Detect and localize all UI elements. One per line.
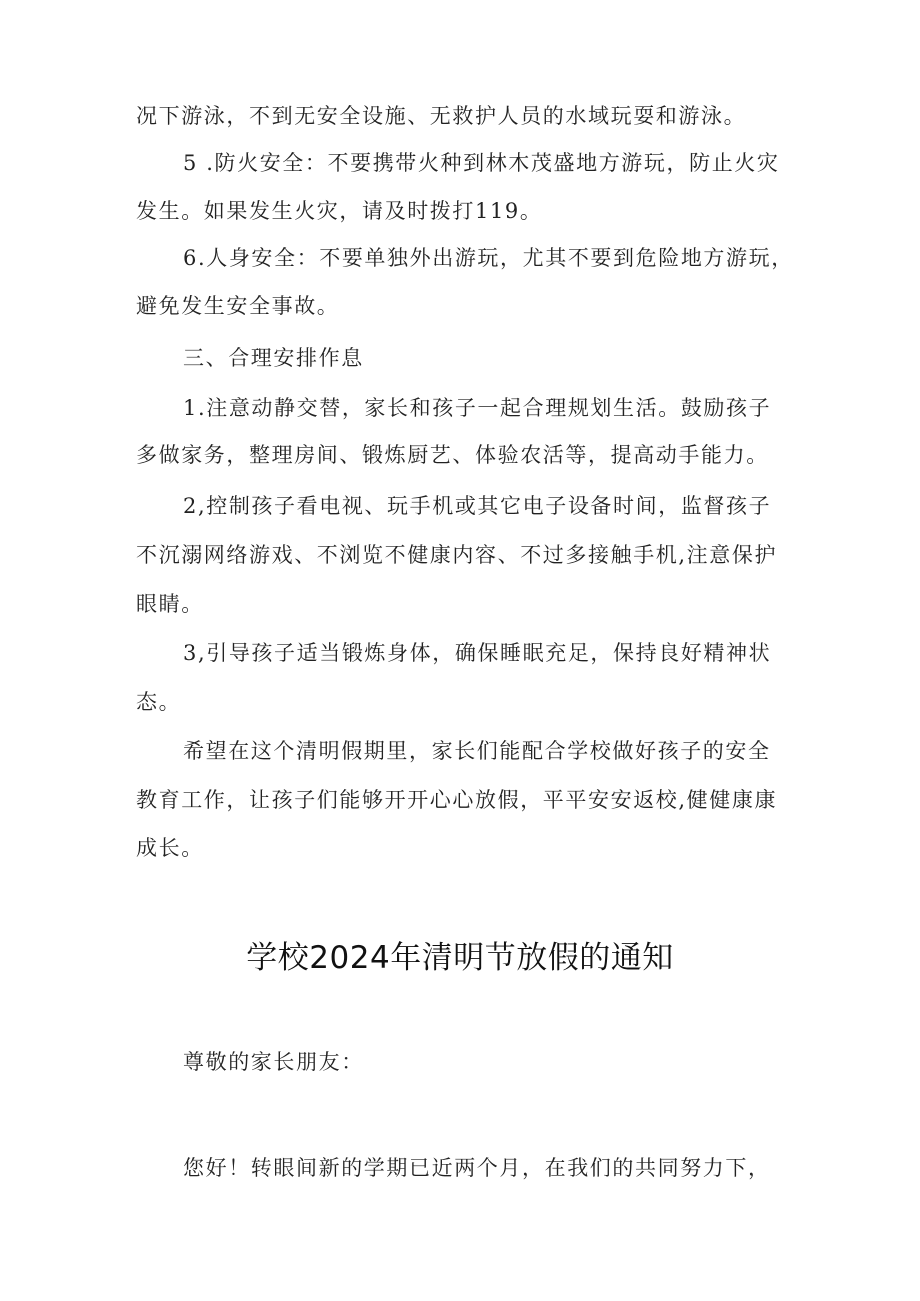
paragraph-line: 眼睛。 [136,592,204,616]
greeting: 尊敬的家长朋友： [183,1050,364,1074]
paragraph-line: 避免发生安全事故。 [136,294,340,318]
document-title: 学校2024年清明节放假的通知 [246,940,674,976]
paragraph-line: 态。 [136,690,182,714]
paragraph-line: 成长。 [136,836,204,860]
paragraph-line: 发生。如果发生火灾，请及时拨打119。 [136,199,543,223]
paragraph-line: 多做家务，整理房间、锻炼厨艺、体验农活等，提高动手能力。 [136,443,769,467]
section-heading: 三、合理安排作息 [183,346,364,370]
paragraph-line: 5 .防火安全：不要携带火种到林木茂盛地方游玩，防止火灾 [183,151,780,175]
paragraph-line: 3,引导孩子适当锻炼身体，确保睡眠充足，保持良好精神状 [183,641,772,665]
paragraph-line: 况下游泳，不到无安全设施、无救护人员的水域玩耍和游泳。 [136,104,747,128]
paragraph-line: 2,控制孩子看电视、玩手机或其它电子设备时间，监督孩子 [183,494,772,518]
paragraph-line: 教育工作，让孩子们能够开开心心放假，平平安安返校,健健康康 [136,788,778,812]
paragraph-line: 希望在这个清明假期里，家长们能配合学校做好孩子的安全 [183,739,771,763]
opening-line: 您好！转眼间新的学期已近两个月，在我们的共同努力下， [183,1156,771,1180]
paragraph-line: 1.注意动静交替，家长和孩子一起合理规划生活。鼓励孩子 [183,396,772,420]
paragraph-line: 6.人身安全：不要单独外出游玩，尤其不要到危险地方游玩， [183,246,794,270]
paragraph-line: 不沉溺网络游戏、不浏览不健康内容、不过多接触手机,注意保护 [136,543,778,567]
